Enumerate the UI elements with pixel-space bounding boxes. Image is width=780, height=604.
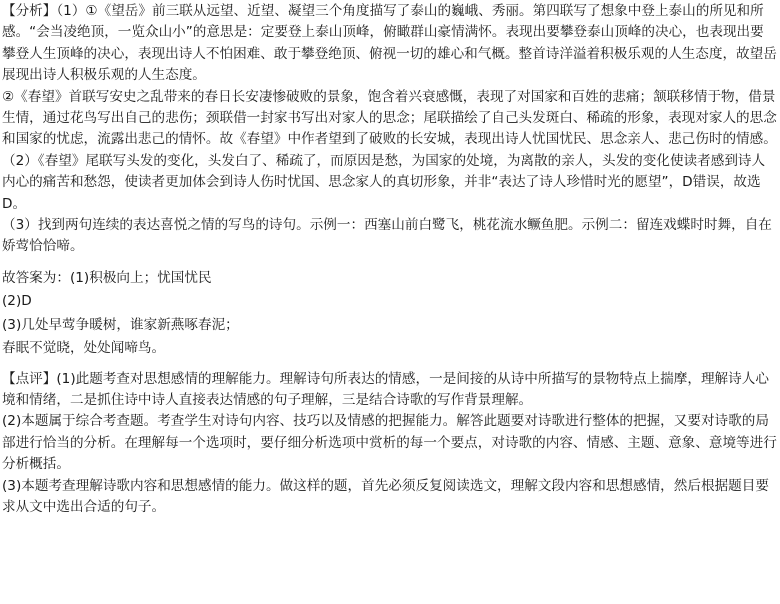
comment-paragraph-2: (2)本题属于综合考查题。考查学生对诗句内容、技巧以及情感的把握能力。解答此题要对诗歌进行整体的把握，又要对诗歌的局部进行恰当的分析。在理解每一个选项时，要仔细分析选项中赏析的每一个要点，对诗歌的内容、情感、主题、意象、意境等进行分析概括。 <box>2 413 777 473</box>
comment-paragraph-3: (3)本题考查理解诗歌内容和思想感情的能力。做这样的题，首先必须反复阅读选文，理解文段内容和思想感情，然后根据题目要求从文中选出合适的句子。 <box>2 477 769 515</box>
answer-line-2: (2)D <box>2 293 32 310</box>
analysis-paragraph-1: 【分析】（1）①《望岳》前三联从远望、近望、凝望三个角度描写了泰山的巍峨、秀丽。第四联写了想象中登上泰山的所见和所感。“会当凌绝顶，一览众山小”的意思是：定要登上泰山顶峰，俯瞰群山豪情满怀。表现出要攀登泰山顶峰的决心，也表现出要攀登人生顶峰的决心，表现出诗人不怕困难、敢于攀登绝顶、俯视一切的雄心和气概。整首诗洋溢着积极乐观的人生态度，故望岳展现出诗人积极乐观的人生态度。 <box>2 3 777 84</box>
spacer <box>2 258 777 268</box>
analysis-paragraph-4: （3）找到两句连续的表达喜悦之情的写鸟的诗句。示例一：西塞山前白鹭飞，桃花流水鳜鱼肥。示例二：留连戏蝶时时舞，自在娇莺恰恰啼。 <box>2 217 772 255</box>
comment-paragraph-1: 【点评】(1)此题考查对思想感情的理解能力。理解诗句所表达的情感，一是间接的从诗中所描写的景物特点上揣摩，理解诗人心境和情绪，二是抓住诗中诗人直接表达情感的句子理解，三是结合诗歌的写作背景理解。 <box>2 370 769 408</box>
solution-document <box>2 1 777 518</box>
analysis-paragraph-3: （2）《春望》尾联写头发的变化，头发白了、稀疏了，而原因是愁，为国家的处境，为离散的亲人，头发的变化使读者感到诗人内心的痛苦和愁怨，使读者更加体会到诗人伤时忧国、思念家人的真切形象，并非“表达了诗人珍惜时光的愿望”，D错误，故选D。 <box>2 152 766 212</box>
analysis-paragraph-2: ②《春望》首联写安史之乱带来的春日长安凄惨破败的景象，饱含着兴衰感慨，表现了对国家和百姓的悲痛；颔联移情于物，借景生情，通过花鸟写出自己的悲伤；颈联借一封家书写出对家人的思念；尾联描绘了自己头发斑白、稀疏的形象，表现对家人的思念和国家的忧虑，流露出悲己的情怀。故《春望》中作者望到了破败的长安城，表现出诗人忧国忧民、思念亲人、悲己伤时的情感。 <box>2 88 777 148</box>
answer-line-1: 故答案为：(1)积极向上；忧国忧民 <box>2 269 212 286</box>
spacer <box>2 360 777 369</box>
answer-line-4: 春眠不觉晓，处处闻啼鸟。 <box>2 340 166 357</box>
answer-line-3: (3)几处早莺争暖树，谁家新燕啄春泥； <box>2 316 239 333</box>
